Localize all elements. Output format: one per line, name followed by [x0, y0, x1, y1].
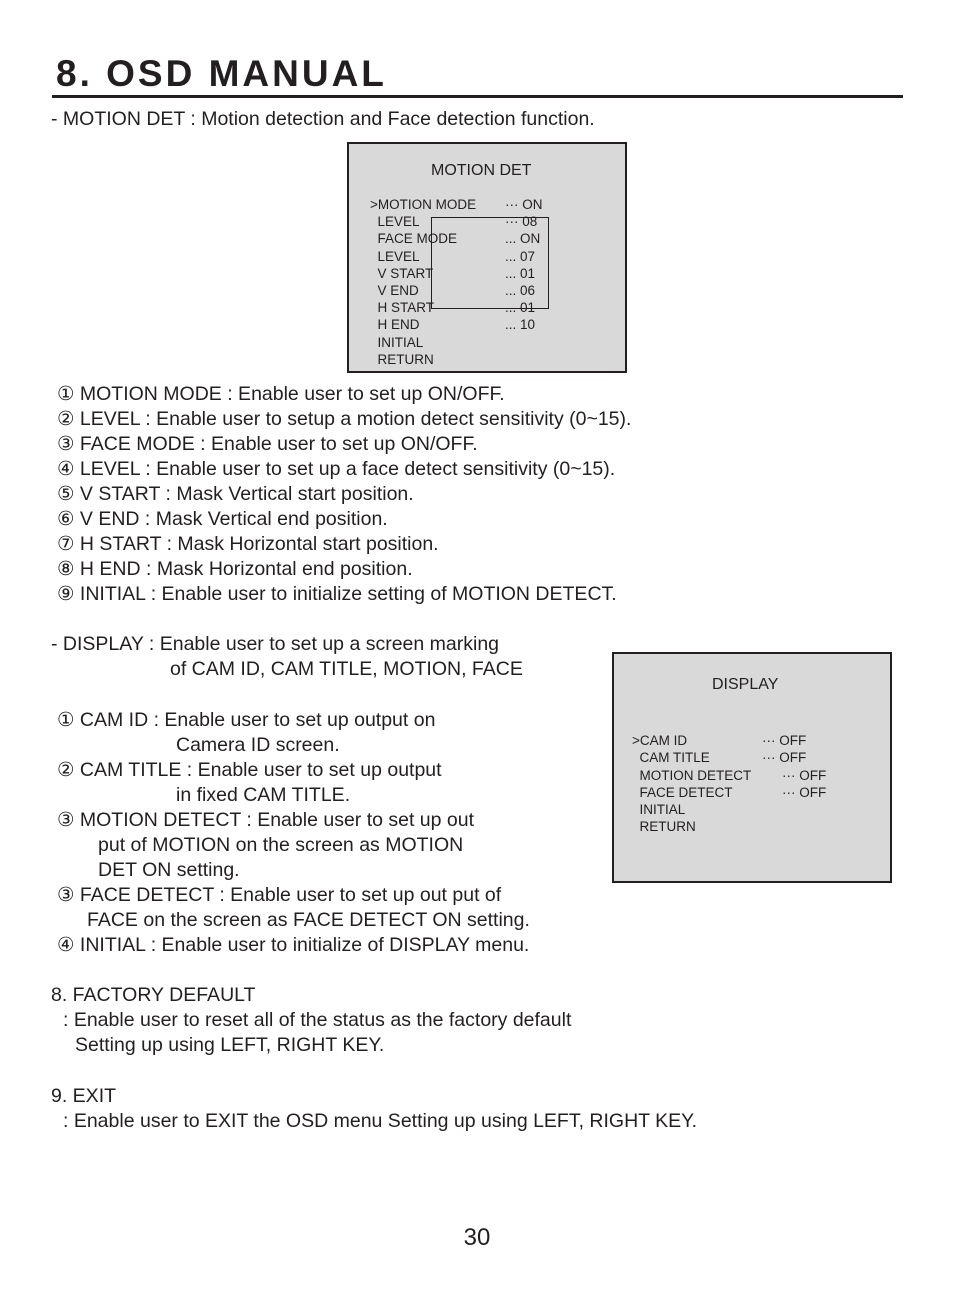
motion-det-osd-screen [347, 142, 627, 373]
motion-item: ② LEVEL : Enable user to setup a motion detect sensitivity (0~15). [57, 408, 632, 430]
osd-row-label: LEVEL [370, 249, 420, 264]
display-item: ② CAM TITLE : Enable user to set up output [57, 759, 442, 781]
osd-row-label: V END [370, 283, 419, 298]
osd-row-label: LEVEL [370, 214, 420, 229]
osd-row-value: ··· 08 [505, 214, 538, 229]
factory-default-text-cont: Setting up using LEFT, RIGHT KEY. [75, 1034, 385, 1056]
osd-row-value: ... 01 [505, 300, 536, 315]
osd-row-label: INITIAL [370, 335, 424, 350]
motion-intro: - MOTION DET : Motion detection and Face detection function. [51, 108, 595, 130]
osd-row-label: FACE MODE [370, 231, 458, 246]
osd-row-label: MOTION DETECT [632, 768, 752, 783]
osd-row-value: ··· OFF [762, 733, 807, 748]
osd-row-label: >MOTION MODE [370, 197, 477, 212]
osd-row-value: ... ON [505, 231, 541, 246]
osd-row-value: ··· OFF [762, 750, 807, 765]
exit-heading: 9. EXIT [51, 1085, 117, 1107]
display-intro: - DISPLAY : Enable user to set up a screen marking [51, 633, 500, 655]
osd-row-label: H START [370, 300, 435, 315]
motion-item: ⑦ H START : Mask Horizontal start position. [57, 533, 439, 555]
exit-text: : Enable user to EXIT the OSD menu Setting up using LEFT, RIGHT KEY. [63, 1110, 698, 1132]
osd-row-label: RETURN [632, 819, 696, 834]
osd-row-label: CAM TITLE [632, 750, 710, 765]
osd-row-value: ··· ON [505, 197, 543, 212]
page-title: 8. OSD MANUAL [56, 53, 387, 94]
osd-row-label: >CAM ID [632, 733, 688, 748]
osd-row-label: INITIAL [632, 802, 686, 817]
motion-item: ⑨ INITIAL : Enable user to initialize setting of MOTION DETECT. [57, 583, 617, 605]
motion-item: ① MOTION MODE : Enable user to set up ON/OFF. [57, 383, 505, 405]
motion-item: ⑧ H END : Mask Horizontal end position. [57, 558, 413, 580]
osd-row-value: ... 07 [505, 249, 536, 264]
osd-row-label: H END [370, 317, 420, 332]
display-item-cont: in fixed CAM TITLE. [176, 784, 351, 806]
motion-item: ⑤ V START : Mask Vertical start position. [57, 483, 414, 505]
display-item-cont: put of MOTION on the screen as MOTION [98, 834, 464, 856]
display-intro-cont: of CAM ID, CAM TITLE, MOTION, FACE [170, 658, 523, 680]
factory-default-text: : Enable user to reset all of the status as the factory default [63, 1009, 572, 1031]
osd-heading: DISPLAY [712, 676, 779, 693]
osd-heading: MOTION DET [431, 162, 532, 179]
osd-row-label: V START [370, 266, 434, 281]
osd-row-value: ... 10 [505, 317, 536, 332]
display-item-cont: FACE on the screen as FACE DETECT ON setting. [87, 909, 530, 931]
osd-row-value: ... 01 [505, 266, 536, 281]
motion-item: ③ FACE MODE : Enable user to set up ON/OFF. [57, 433, 478, 455]
osd-row-value: ··· OFF [782, 768, 827, 783]
page-number: 30 [463, 1224, 491, 1251]
title-underline [52, 95, 903, 98]
display-item-cont: DET ON setting. [98, 859, 240, 881]
motion-item: ⑥ V END : Mask Vertical end position. [57, 508, 388, 530]
factory-default-heading: 8. FACTORY DEFAULT [51, 984, 256, 1006]
display-osd-screen [612, 652, 892, 883]
display-item: ④ INITIAL : Enable user to initialize of DISPLAY menu. [57, 934, 530, 956]
display-item-cont: Camera ID screen. [176, 734, 340, 756]
display-item: ③ FACE DETECT : Enable user to set up out put of [57, 884, 502, 906]
osd-row-label: FACE DETECT [632, 785, 733, 800]
osd-row-label: RETURN [370, 352, 434, 367]
osd-row-value: ... 06 [505, 283, 536, 298]
display-item: ③ MOTION DETECT : Enable user to set up out [57, 809, 475, 831]
osd-row-value: ··· OFF [782, 785, 827, 800]
motion-item: ④ LEVEL : Enable user to set up a face detect sensitivity (0~15). [57, 458, 616, 480]
display-item: ① CAM ID : Enable user to set up output on [57, 709, 436, 731]
